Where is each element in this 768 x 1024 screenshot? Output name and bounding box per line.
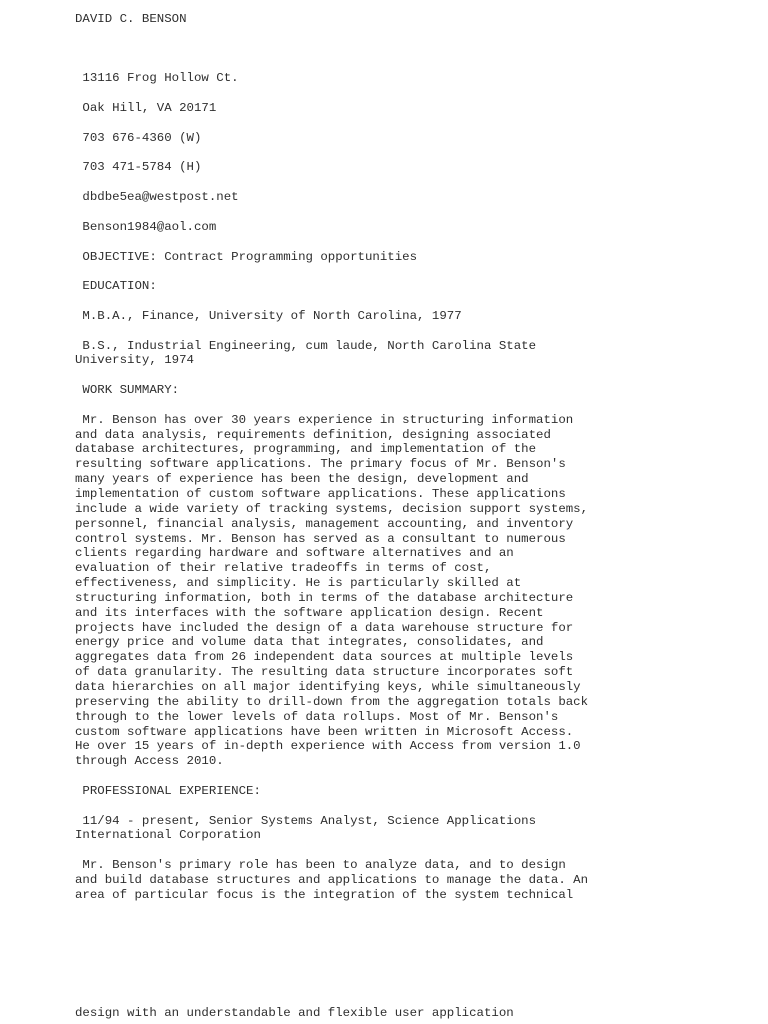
- spacer: [75, 324, 735, 339]
- work-summary-body: Mr. Benson has over 30 years experience in structuring information and data analysis, requirements definition, designing associated database architectures, programming, and implementation of the resulting software applications. The primary focus of Mr. Benson's many years of experience has been the design, development and implementation of custom software applications. These applications include a wide variety of tracking systems, decision support systems, personnel, financial analysis, management accounting, and inventory control systems. Mr. Benson has served as a consultant to numerous clients regarding hardware and software alternatives and an evaluation of their relative tradeoffs in terms of cost, effectiveness, and simplicity. He is particularly skilled at structuring information, both in terms of the database architecture and its interfaces with the software application design. Recent projects have included the design of a data warehouse structure for energy price and volume data that integrates, consolidates, and aggregates data from 26 independent data sources at multiple levels of data granularity. The resulting data structure incorporates soft data hierarchies on all major identifying keys, while simultaneously preserving the ability to drill-down from the aggregation totals back through to the lower levels of data rollups. Most of Mr. Benson's custom software applications have been written in Microsoft Access. He over 15 years of in-depth experience with Access from version 1.0 through Access 2010.: [75, 412, 589, 769]
- phone-work: 703 676-4360 (W): [75, 130, 202, 145]
- spacer: [75, 42, 735, 57]
- spacer: [75, 398, 735, 413]
- spacer: [75, 86, 735, 101]
- address-line-1: 13116 Frog Hollow Ct.: [75, 71, 239, 86]
- spacer: [75, 294, 735, 309]
- candidate-name: DAVID C. BENSON: [75, 12, 187, 26]
- education-heading: EDUCATION:: [75, 279, 157, 294]
- spacer: [75, 27, 735, 42]
- spacer: [75, 769, 735, 784]
- education-bs: B.S., Industrial Engineering, cum laude, North Carolina State University, 1974: [75, 338, 537, 368]
- spacer: [75, 116, 735, 131]
- spacer: [75, 57, 735, 72]
- objective: OBJECTIVE: Contract Programming opportunities: [75, 249, 418, 264]
- spacer: [75, 205, 735, 220]
- spacer: [75, 235, 735, 250]
- spacer: [75, 175, 735, 190]
- resume-document: [75, 12, 735, 903]
- education-mba: M.B.A., Finance, University of North Carolina, 1977: [75, 308, 462, 323]
- spacer: [75, 264, 735, 279]
- email-secondary: Benson1984@aol.com: [75, 219, 217, 234]
- phone-home: 703 471-5784 (H): [75, 160, 202, 175]
- work-summary-heading: WORK SUMMARY:: [75, 383, 180, 398]
- spacer: [75, 368, 735, 383]
- page-tail-text: design with an understandable and flexible user application: [75, 1006, 514, 1020]
- email-primary: dbdbe5ea@westpost.net: [75, 190, 239, 205]
- spacer: [75, 843, 735, 858]
- spacer: [75, 146, 735, 161]
- professional-experience-heading: PROFESSIONAL EXPERIENCE:: [75, 783, 261, 798]
- job-title: 11/94 - present, Senior Systems Analyst, Science Applications International Corporation: [75, 813, 537, 843]
- spacer: [75, 799, 735, 814]
- job-description: Mr. Benson's primary role has been to analyze data, and to design and build database structures and applications to manage the data. An area of particular focus is the integration of the system technical: [75, 858, 589, 902]
- address-line-2: Oak Hill, VA 20171: [75, 101, 217, 116]
